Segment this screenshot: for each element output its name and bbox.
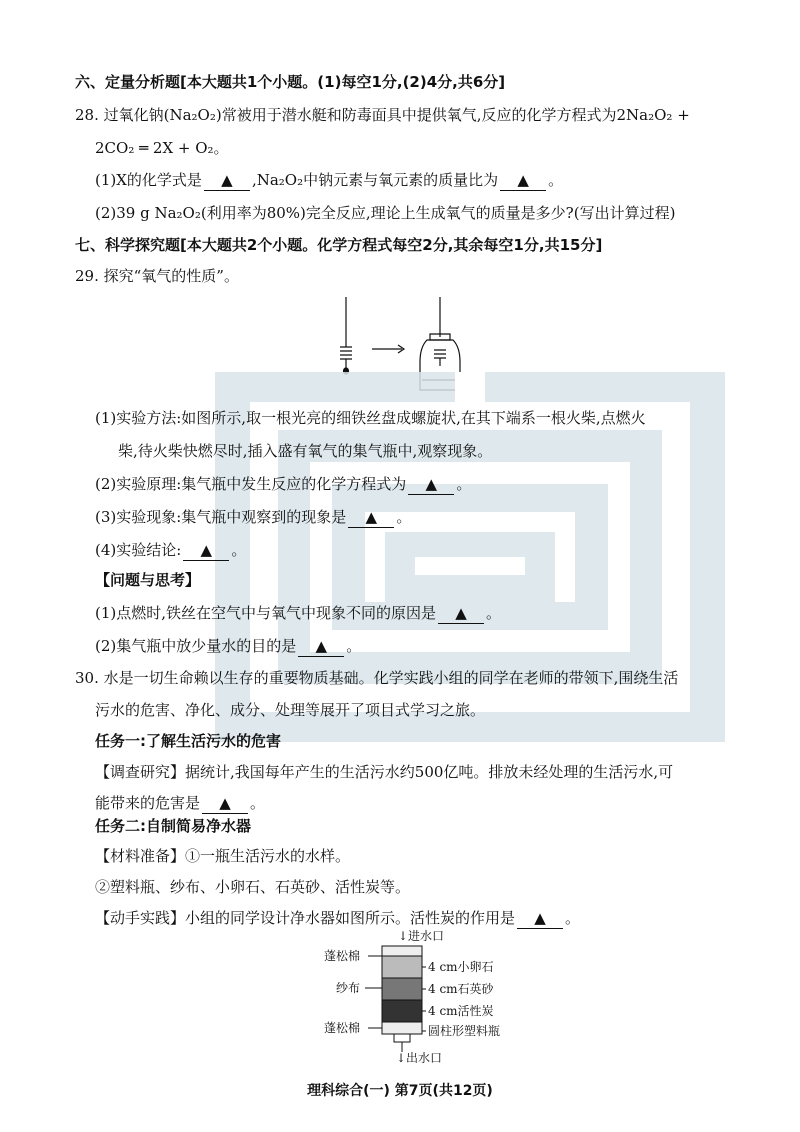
q29-phenomenon	[95, 507, 411, 528]
filter-gauze-label: 纱布	[336, 981, 361, 995]
q29-phenomenon-text: (3)实验现象:集气瓶中观察到的现象是	[95, 508, 347, 526]
q29-principle-end: 。	[456, 475, 472, 493]
q29-principle	[95, 474, 471, 495]
q28-part2: (2)39 g Na₂O₂(利用率为80%)完全反应,理论上生成氧气的质量是多少?(写出计算过程)	[95, 204, 676, 222]
page-footer: 理科综合(一) 第7页(共12页)	[307, 1083, 493, 1099]
q28-part1	[95, 170, 563, 191]
filter-outlet-label: ↓出水口	[396, 1051, 443, 1065]
q30-practice-text: 【动手实践】小组的同学设计净水器如图所示。活性炭的作用是	[95, 909, 516, 927]
answer-blank[interactable]: ▲	[517, 908, 563, 929]
answer-blank[interactable]: ▲	[408, 474, 454, 495]
q29-title: 29. 探究“氧气的性质”。	[75, 267, 239, 285]
q29-think-2-text: (2)集气瓶中放少量水的目的是	[95, 637, 297, 655]
q28-part1-text-a: (1)X的化学式是	[95, 171, 202, 189]
q28-stem-line1: 28. 过氧化钠(Na₂O₂)常被用于潜水艇和防毒面具中提供氧气,反应的化学方程式为2Na₂O₂ +	[75, 106, 690, 124]
q28-stem-line2: 2CO₂ ═ 2X + O₂。	[95, 139, 229, 157]
section-6-heading: 六、定量分析题[本大题共1个小题。(1)每空1分,(2)4分,共6分]	[75, 73, 506, 91]
q30-stem-line1: 30. 水是一切生命赖以生存的重要物质基础。化学实践小组的同学在老师的带领下,围绕生活	[75, 669, 679, 687]
answer-blank[interactable]: ▲	[183, 540, 229, 561]
filter-inlet-label: ↓进水口	[398, 929, 445, 943]
coil-icon	[340, 347, 352, 359]
water-filter-figure	[310, 928, 520, 1068]
q29-conclusion-end: 。	[231, 541, 247, 559]
q29-method-line1: (1)实验方法:如图所示,取一根光亮的细铁丝盘成螺旋状,在其下端系一根火柴,点燃火	[95, 409, 646, 427]
q29-think-1-text: (1)点燃时,铁丝在空气中与氧气中现象不同的原因是	[95, 604, 437, 622]
q30-research-end: 。	[250, 794, 266, 812]
q30-material-2: ②塑料瓶、纱布、小卵石、石英砂、活性炭等。	[95, 878, 411, 896]
q28-part1-text-c: 。	[548, 171, 564, 189]
q30-material-1: 【材料准备】①一瓶生活污水的水样。	[95, 847, 351, 865]
q30-task2: 任务二:自制简易净水器	[95, 817, 251, 835]
filter-layer3-label: 4 cm活性炭	[428, 1004, 494, 1018]
filter-layer2-label: 4 cm石英砂	[428, 982, 494, 996]
filter-layer1-label: 4 cm小卵石	[428, 960, 494, 974]
q30-task1: 任务一:了解生活污水的危害	[95, 732, 281, 750]
answer-blank[interactable]: ▲	[500, 170, 546, 191]
q30-practice	[95, 908, 580, 929]
section-7-heading: 七、科学探究题[本大题共2个小题。化学方程式每空2分,其余每空1分,共15分]	[75, 236, 603, 254]
q28-part1-text-b: ,Na₂O₂中钠元素与氧元素的质量比为	[251, 171, 499, 189]
q29-method-line2: 柴,待火柴快燃尽时,插入盛有氧气的集气瓶中,观察现象。	[118, 442, 493, 460]
q29-phenomenon-end: 。	[396, 508, 412, 526]
q30-practice-end: 。	[565, 909, 581, 927]
q29-think-2-end: 。	[346, 637, 362, 655]
answer-blank[interactable]: ▲	[438, 603, 484, 624]
q29-think-2	[95, 636, 361, 657]
q29-think-1	[95, 603, 501, 624]
filter-cotton-bottom-label: 蓬松棉	[324, 1021, 361, 1035]
answer-blank[interactable]: ▲	[202, 793, 248, 814]
filter-cotton-top-label: 蓬松棉	[324, 949, 361, 963]
answer-blank[interactable]: ▲	[204, 170, 250, 191]
q29-conclusion	[95, 540, 246, 561]
answer-blank[interactable]: ▲	[348, 507, 394, 528]
q29-conclusion-text: (4)实验结论:	[95, 541, 182, 559]
filter-bottle-label: 圆柱形塑料瓶	[428, 1024, 501, 1038]
q30-research-line1: 【调查研究】据统计,我国每年产生的生活污水约500亿吨。排放未经处理的生活污水,可	[95, 763, 674, 781]
q30-research-text: 能带来的危害是	[95, 794, 201, 812]
q30-research-line2	[95, 793, 265, 814]
q29-principle-text: (2)实验原理:集气瓶中发生反应的化学方程式为	[95, 475, 407, 493]
q29-think-heading: 【问题与思考】	[95, 571, 201, 589]
answer-blank[interactable]: ▲	[298, 636, 344, 657]
q29-think-1-end: 。	[486, 604, 502, 622]
q30-stem-line2: 污水的危害、净化、成分、处理等展开了项目式学习之旅。	[95, 701, 486, 719]
